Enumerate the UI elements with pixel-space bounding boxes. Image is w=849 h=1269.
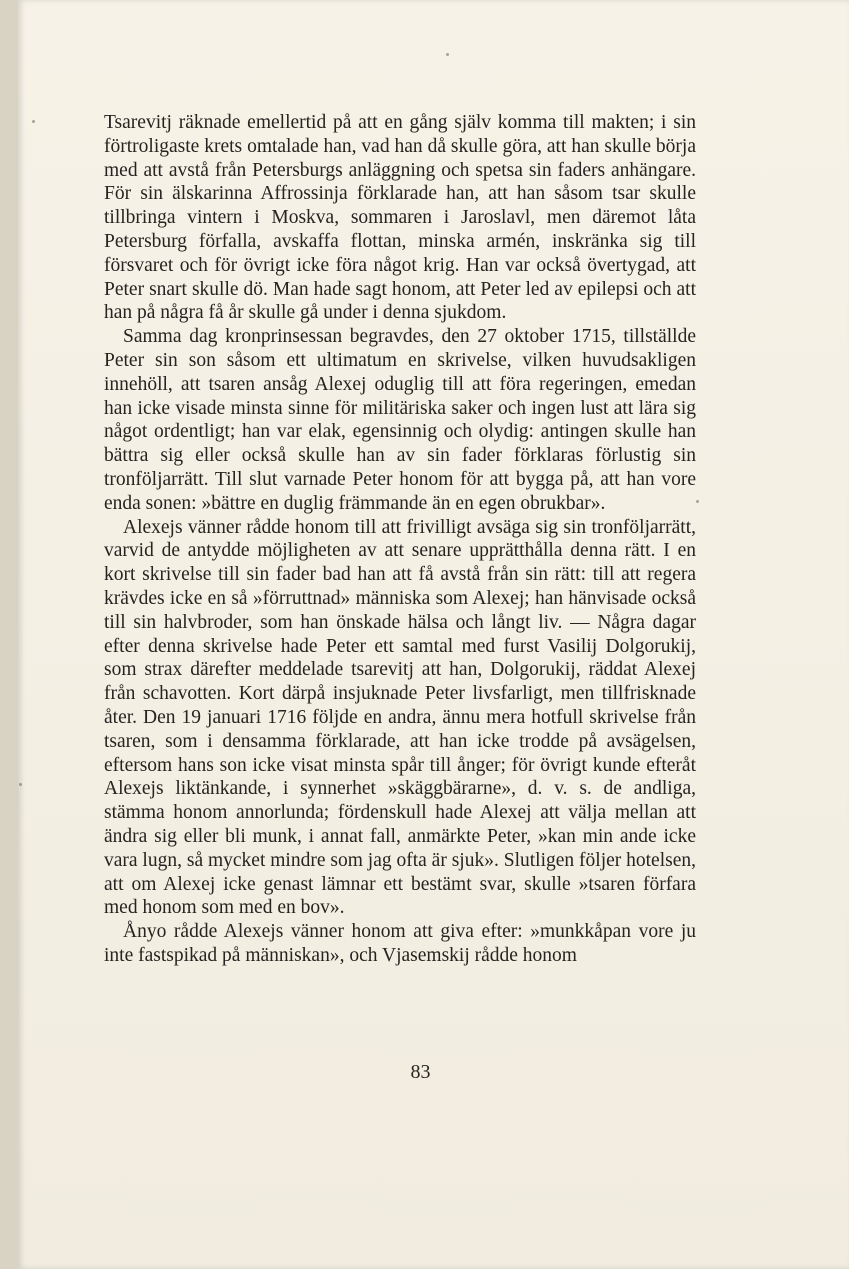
paper-speck: [696, 500, 699, 503]
paragraph-4: Ånyo rådde Alexejs vänner honom att giva efter: »munkkåpan vore ju inte fastspikad på människan», och Vjasemskij rådde honom: [104, 921, 696, 966]
paragraph-2: Samma dag kronprinsessan begravdes, den 27 oktober 1715, tillställde Peter sin son såsom ett ultimatum en skrivelse, vilken huvudsakligen innehöll, att tsaren ansåg Alexej oduglig till att föra regeringen, emedan han icke visade minsta sinne för militäriska saker och ingen lust att lära sig något ordentligt; han var elak, egensinnig och olydig: antingen skulle han bättra sig eller också skulle han av sin fader förklaras förlustig sin tronföljarrätt. Till slut varnade Peter honom för att bygga på, att han vore enda sonen: »bättre en duglig främmande än en egen obrukbar».: [104, 326, 696, 514]
page-number: 83: [410, 1061, 431, 1083]
paragraph-3: Alexejs vänner rådde honom till att frivilligt avsäga sig sin tronföljarrätt, varvid de antydde möjligheten av att senare upprätthålla denna rätt. I en kort skrivelse till sin fader bad han att få avstå från sin rätt: till att regera krävdes icke en så »förruttnad» människa som Alexej; han hänvisade också till sin halvbroder, som han önskade hälsa och långt liv. — Några dagar efter denna skrivelse hade Peter ett samtal med furst Vasilij Dolgorukij, som strax därefter meddelade tsarevitj att han, Dolgorukij, räddat Alexej från schavotten. Kort därpå insjuknade Peter livsfarligt, men tillfrisknade åter. Den 19 januari 1716 följde en andra, ännu mera hotfull skrivelse från tsaren, som i densamma förklarade, att han icke trodde på avsägelsen, eftersom hans son icke visat minsta spår till ånger; för övrigt kunde efteråt Alexejs liktänkande, i synnerhet »skäggbärarne», d. v. s. de andliga, stämma honom annorlunda; fördenskull hade Alexej att välja mellan att ändra sig eller bli munk, i annat fall, anmärkte Peter, »kan min ande icke vara lugn, så mycket mindre som jag ofta är sjuk». Slutligen följer hotelsen, att om Alexej icke genast lämnar ett bestämt svar, skulle »tsaren förfara med honom som med en bov».: [104, 516, 696, 919]
paper-speck: [19, 783, 22, 786]
body-text: [104, 111, 696, 968]
book-page: [18, 0, 849, 1269]
paragraph-1: Tsarevitj räknade emellertid på att en gång själv komma till makten; i sin förtroligaste krets omtalade han, vad han då skulle göra, att han skulle börja med att avstå från Petersburgs anläggning och spetsa sin faders anhängare. För sin älskarinna Affrossinja förklarade han, att han såsom tsar skulle tillbringa vintern i Moskva, sommaren i Jaroslavl, men däremot låta Petersburg förfalla, avskaffa flottan, minska armén, inskränka sig till försvaret och för övrigt icke föra något krig. Han var också övertygad, att Peter snart skulle dö. Man hade sagt honom, att Peter led av epilepsi och att han på några få år skulle gå under i denna sjukdom.: [104, 112, 696, 324]
paper-speck: [32, 120, 35, 123]
paper-speck: [446, 53, 449, 56]
